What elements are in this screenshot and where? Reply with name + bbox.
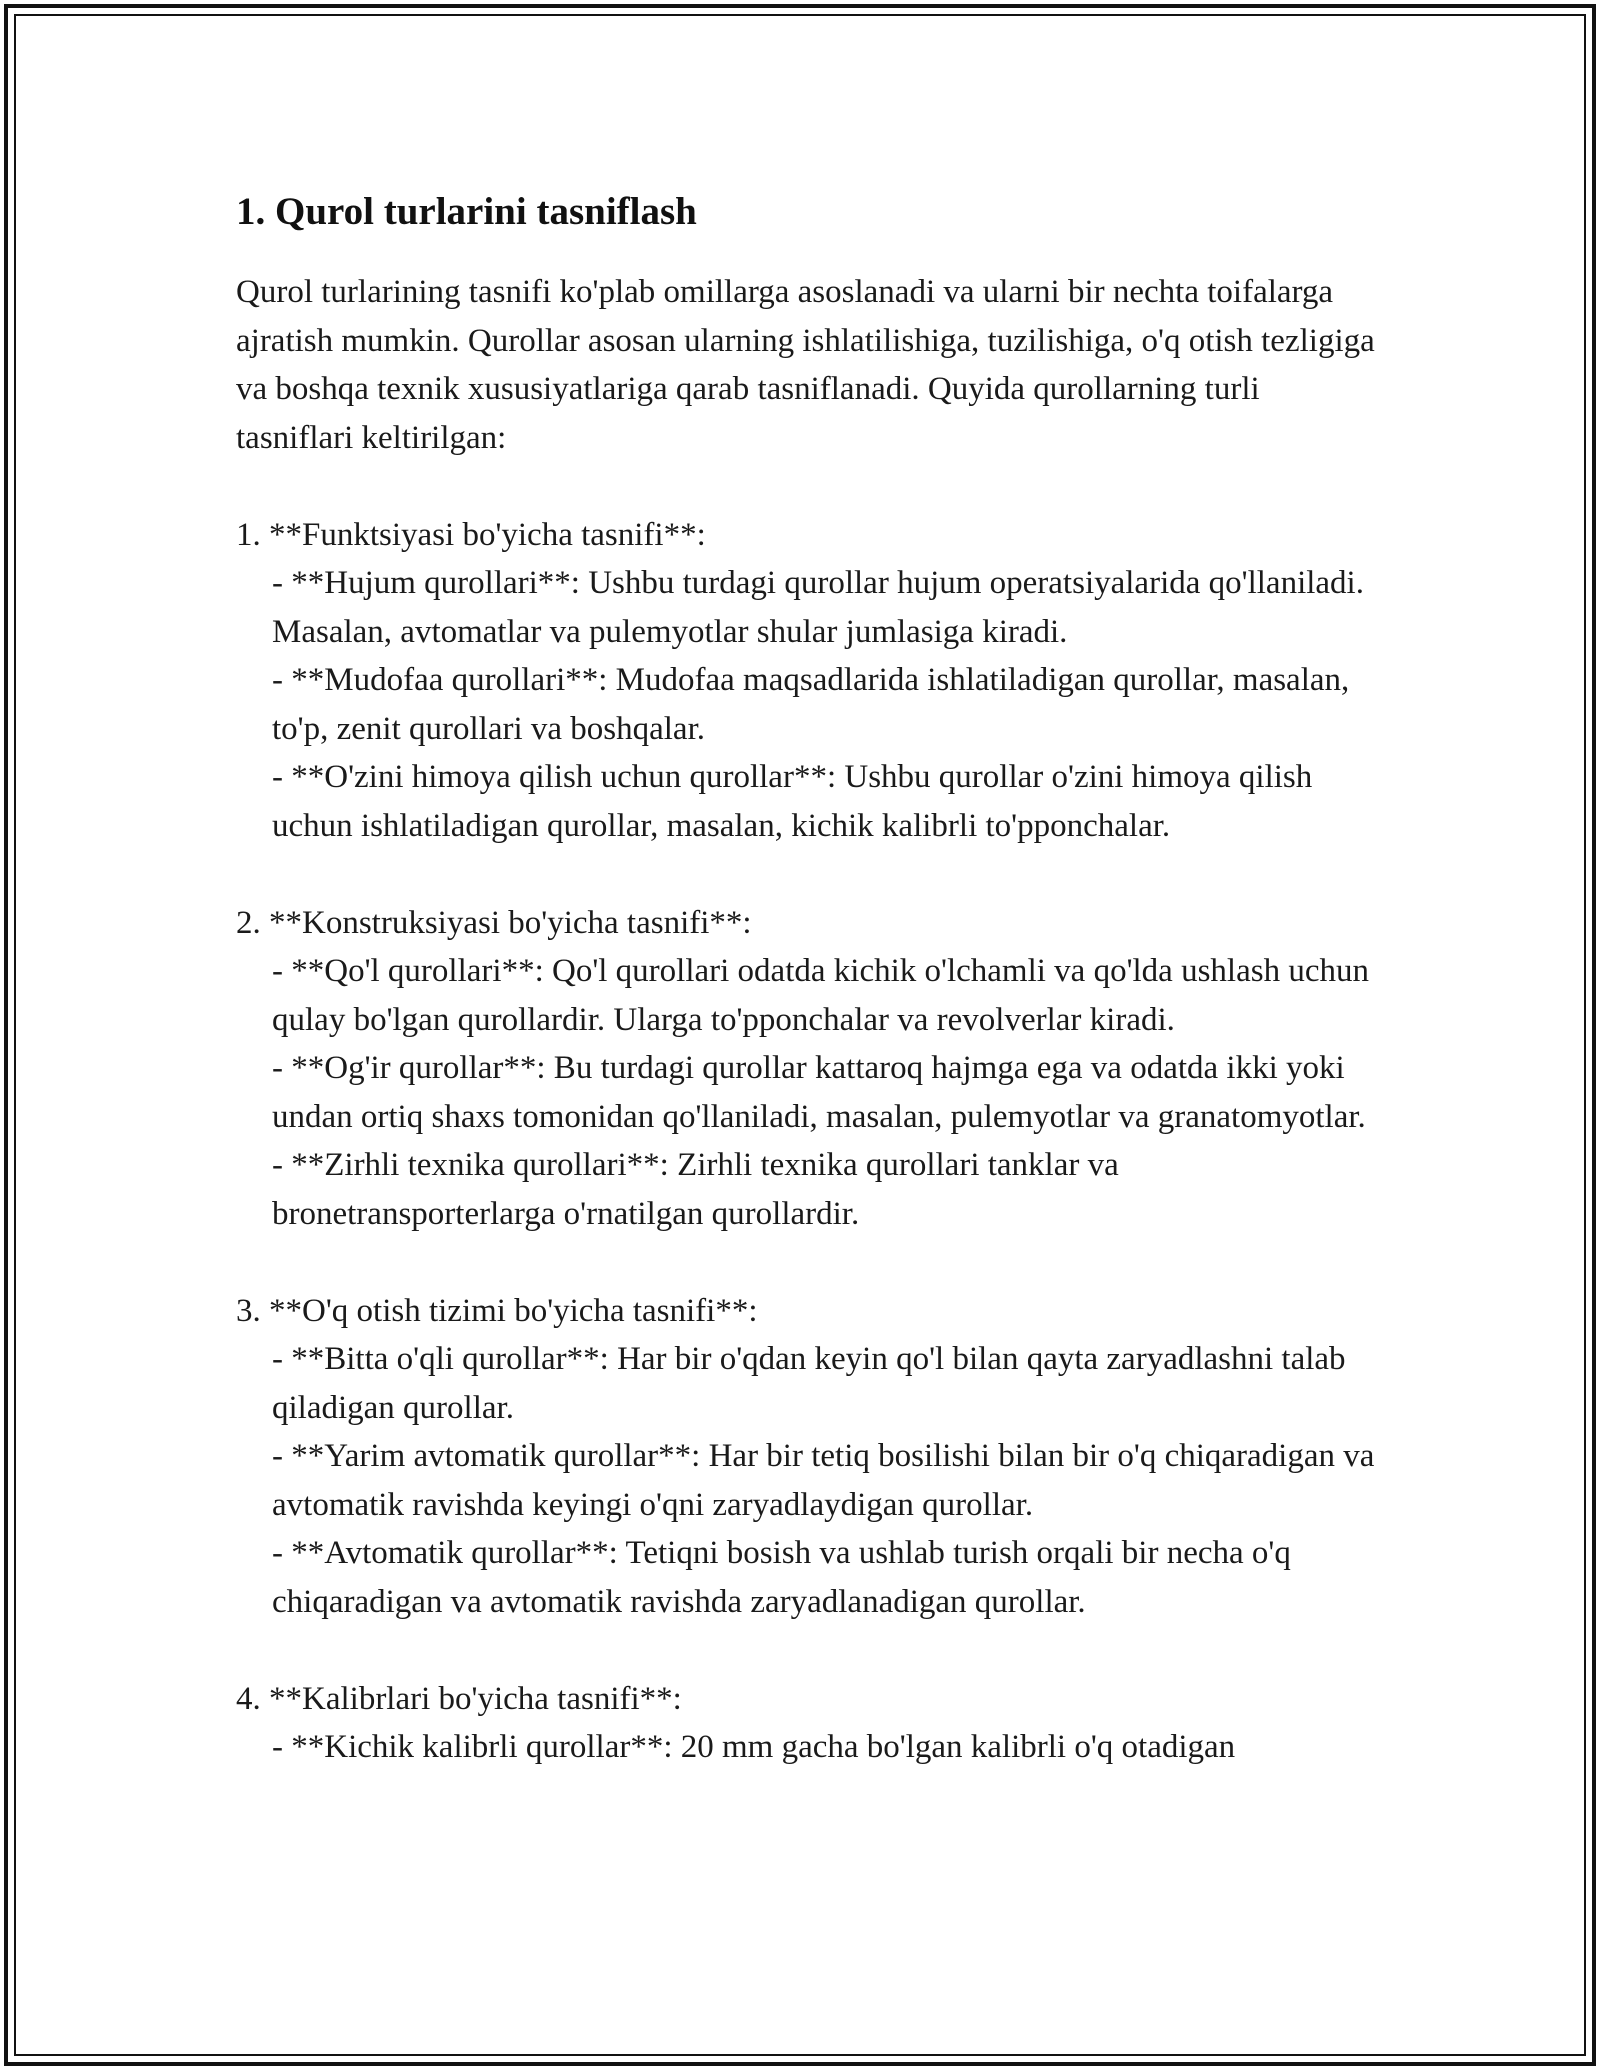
intro-paragraph: Qurol turlarining tasnifi ko'plab omillarga asoslanadi va ularni bir nechta toifalarga ajratish mumkin. Qurollar asosan ularning ishlatilishiga, tuzilishiga, o'q otish tezligiga va boshqa texnik xususiyatlariga qarab tasniflanadi. Quyida qurollarning turli tasniflari keltirilgan: xyxy=(236,274,1375,456)
list-item: - **Zirhli texnika qurollari**: Zirhli texnika qurollari tanklar va bronetransporterlarga o'rnatilgan qurollardir. xyxy=(272,1147,1119,1232)
spacer xyxy=(236,1238,1376,1287)
list-item: - **Kichik kalibrli qurollar**: 20 mm gacha bo'lgan kalibrli o'q otadigan xyxy=(272,1729,1236,1765)
list-item: - **Qo'l qurollari**: Qo'l qurollari odatda kichik o'lchamli va qo'lda ushlash uchun qulay bo'lgan qurollardir. Ularga to'pponchalar va revolverlar kiradi. xyxy=(272,953,1369,1038)
list-item: - **O'zini himoya qilish uchun qurollar**: Ushbu qurollar o'zini himoya qilish uchun ishlatiladigan qurollar, masalan, kichik kalibrli to'pponchalar. xyxy=(272,759,1313,844)
classification-section xyxy=(236,511,1376,851)
spacer xyxy=(236,1626,1376,1675)
section-heading: 1. Qurol turlarini tasniflash xyxy=(236,190,697,233)
list-item: - **Mudofaa qurollari**: Mudofaa maqsadlarida ishlatiladigan qurollar, masalan, to'p, zenit qurollari va boshqalar. xyxy=(272,662,1350,747)
list-item: - **Yarim avtomatik qurollar**: Har bir tetiq bosilishi bilan bir o'q chiqaradigan va avtomatik ravishda keyingi o'qni zaryadlaydigan qurollar. xyxy=(272,1438,1375,1523)
classification-section xyxy=(236,899,1376,1239)
classification-section xyxy=(236,1287,1376,1627)
list-item: - **Bitta o'qli qurollar**: Har bir o'qdan keyin qo'l bilan qayta zaryadlashni talab qiladigan qurollar. xyxy=(272,1341,1346,1426)
list-item: - **Og'ir qurollar**: Bu turdagi qurollar kattaroq hajmga ega va odatda ikki yoki undan ortiq shaxs tomonidan qo'llaniladi, masalan, pulemyotlar va granatomyotlar. xyxy=(272,1050,1366,1135)
document-body xyxy=(236,180,1376,1772)
classification-section xyxy=(236,1675,1376,1772)
section-title: 2. **Konstruksiyasi bo'yicha tasnifi**: xyxy=(236,904,752,941)
spacer xyxy=(236,462,1376,511)
section-title: 3. **O'q otish tizimi bo'yicha tasnifi**: xyxy=(236,1292,758,1329)
section-title: 4. **Kalibrlari bo'yicha tasnifi**: xyxy=(236,1680,682,1717)
list-item: - **Avtomatik qurollar**: Tetiqni bosish va ushlab turish orqali bir necha o'q chiqaradigan va avtomatik ravishda zaryadlanadigan qurollar. xyxy=(272,1535,1291,1620)
section-title: 1. **Funktsiyasi bo'yicha tasnifi**: xyxy=(236,516,706,553)
spacer xyxy=(236,850,1376,899)
list-item: - **Hujum qurollari**: Ushbu turdagi qurollar hujum operatsiyalarida qo'llaniladi. Masalan, avtomatlar va pulemyotlar shular jumlasiga kiradi. xyxy=(272,565,1364,650)
